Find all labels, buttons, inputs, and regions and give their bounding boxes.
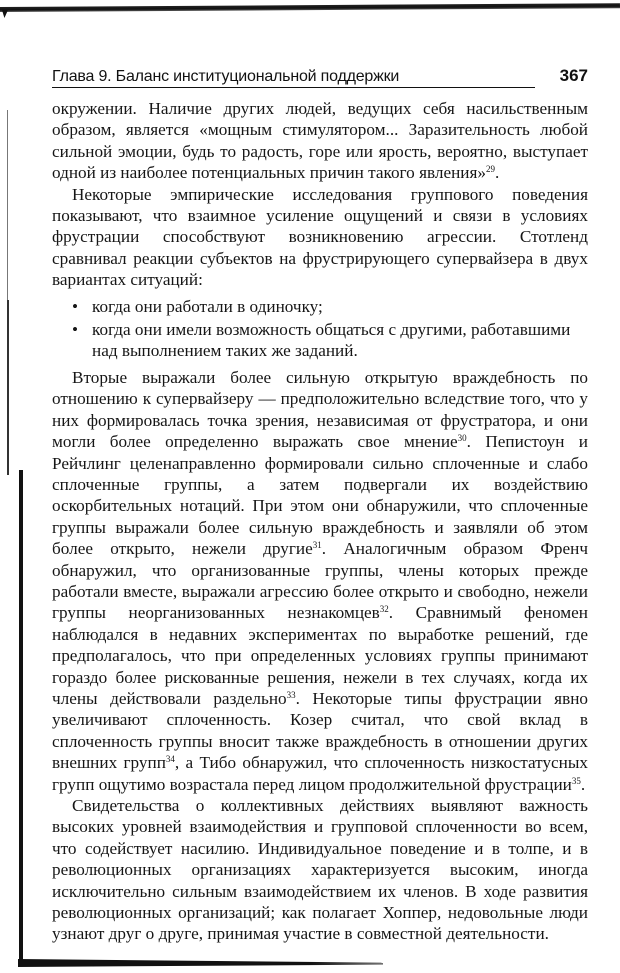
page-number: 367	[559, 66, 588, 85]
scan-artifact-corner	[2, 10, 8, 18]
body-text	[52, 98, 588, 945]
paragraph-continued	[52, 98, 588, 184]
bullet-icon: •	[72, 320, 79, 340]
paragraph-text: . Аналогичным образом Френч обнаружил, что организованные группы, члены которых прежде работали вместе, выражали агрессию более открыто и свободно, нежели группы неорганизованных незнакомцев	[52, 539, 588, 623]
footnote-ref: 31	[312, 540, 322, 551]
paragraph-text: окружении. Наличие других людей, ведущих себя насильственным образом, является «мощным стимулятором... Заразительность любой сильной эмоции, будь то радость, горе или ярость, вероятно, выступает одной из наиболее потенциальных причин такого явления»	[52, 99, 588, 183]
footnote-ref: 34	[165, 754, 175, 765]
chapter-title: Глава 9. Баланс институциональной поддержки	[52, 68, 535, 88]
paragraph-text: .	[494, 163, 500, 183]
paragraph	[52, 367, 588, 795]
bullet-list	[52, 296, 588, 362]
paragraph: Свидетельства о коллективных действиях выявляют важность высоких уровней взаимодействия и групповой сплоченности во всем, что содействует насилию. Индивидуальное поведение и в толпе, и в революционных организациях характеризуется высоким, иногда исключительно сильным взаимодействием их членов. В ходе развития революционных организаций; как полагает Хоппер, недовольные люди узнают друг о друге, принимая участие в совместной деятельности.	[52, 796, 588, 944]
scan-border-bottom	[18, 959, 383, 967]
paragraph-text: . Пепистоун и Рейчлинг целенаправленно формировали сильно сплоченные и слабо сплоченные группы, а затем подвергали их воздействию оскорбительных нотаций. При этом они обнаружили, что сплоченные группы выражали более сильную враждебность и заявляли об этом более открыто, нежели другие	[52, 432, 588, 559]
running-head	[52, 62, 588, 88]
paragraph-text: . Некоторые типы фрустрации явно увеличивают сплоченность. Козер считал, что свой вклад в сплоченность группы вносит также враждебность в отношении других внешних групп	[52, 688, 588, 773]
scan-border-top	[0, 3, 620, 12]
book-page	[52, 62, 588, 945]
list-item	[72, 296, 588, 317]
footnote-ref: 32	[379, 604, 389, 615]
list-item	[72, 319, 588, 362]
footnote-ref: 33	[286, 689, 296, 700]
paragraph-text: , а Тибо обнаружил, что сплоченность низкостатусных групп ощутимо возрастала перед лицом продолжительной фрустрации	[52, 753, 589, 794]
list-item-text: когда они имели возможность общаться с другими, работавшими над выполнением таких же заданий.	[92, 320, 571, 361]
scan-artifact-left-mark	[7, 300, 9, 475]
list-item-text: когда они работали в одиночку;	[92, 296, 323, 316]
paragraph: Некоторые эмпирические исследования группового поведения показывают, что взаимное усиление ощущений и связи в условиях фрустрации способствуют возникновению агрессии. Стотленд сравнивал реакции субъектов на фрустрирующего супервайзера в двух вариантах ситуаций:	[52, 184, 588, 290]
paragraph-text: .	[580, 774, 586, 794]
footnote-ref: 35	[571, 775, 581, 786]
footnote-ref: 29	[485, 164, 495, 175]
paragraph-text: . Сравнимый феномен наблюдался в недавних экспериментах по выработке решений, где предполагалось, что при определенных условиях группы принимают гораздо более рискованные решения, нежели в тех случаях, когда их члены действовали раздельно	[52, 603, 588, 708]
paragraph-text: Вторые выражали более сильную открытую враждебность по отношению к супервайзеру — предположительно вследствие того, что у них формировалась точка зрения, независимая от фрустратора, и они могли более определенно выражать свое мнение	[52, 367, 588, 452]
bullet-icon: •	[72, 296, 79, 316]
footnote-ref: 30	[457, 433, 467, 444]
scan-border-left	[19, 470, 23, 965]
